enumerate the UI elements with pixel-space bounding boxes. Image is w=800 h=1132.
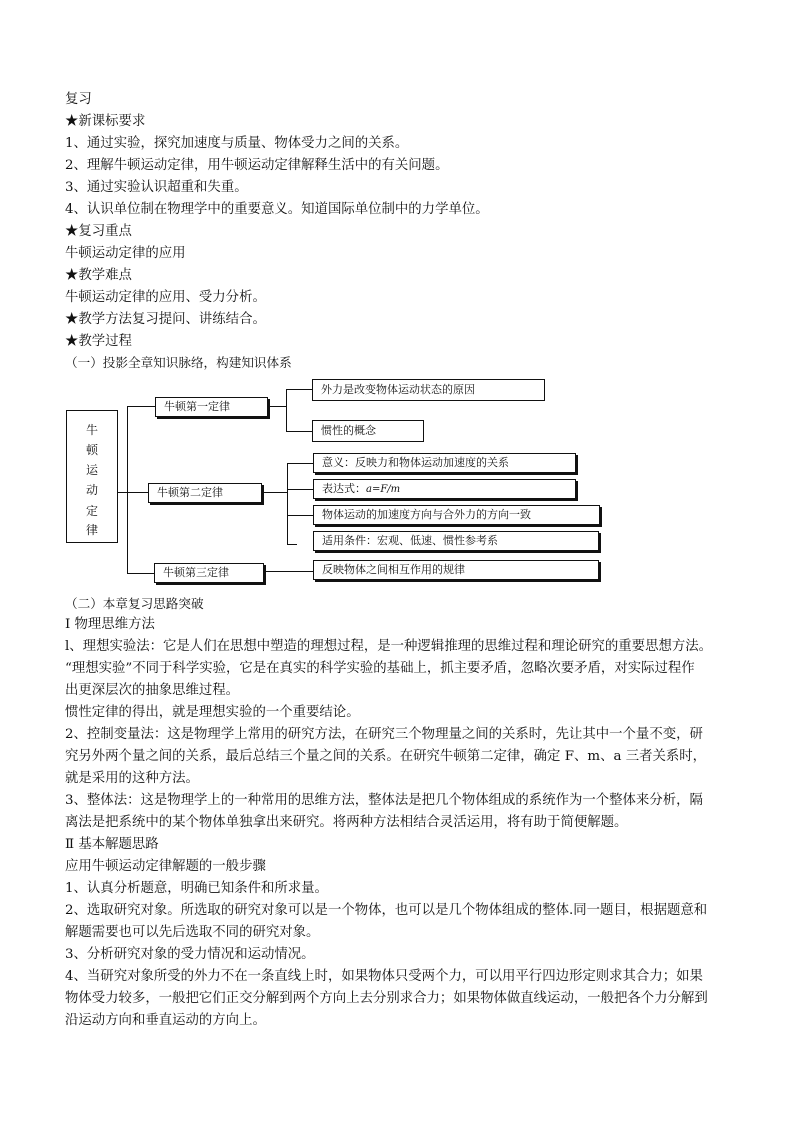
connector-line xyxy=(127,406,155,407)
paragraph-line: 究另外两个量之间的关系，最后总结三个量之间的关系。在研究牛顿第二定律，确定 F、m、a 三者关系时， xyxy=(65,749,707,764)
law2-box: 牛顿第二定律 xyxy=(148,483,262,503)
list-item: 4、认识单位制在物理学中的重要意义。知道国际单位制中的力学单位。 xyxy=(65,202,489,217)
law1-point-box: 惯性的概念 xyxy=(312,420,424,442)
section-heading: ★新课标要求 xyxy=(65,114,146,129)
paragraph-line: l、理想实验法：它是人们在思想中塑造的理想过程，是一种逻辑推理的思维过程和理论研究的重要思想方法。 xyxy=(65,639,713,654)
connector-line xyxy=(127,406,128,574)
section-heading: ★教学过程 xyxy=(65,334,132,349)
diagram-root-box xyxy=(66,410,118,543)
sub-heading: Ⅰ 物理思维方法 xyxy=(65,617,155,632)
root-char: 牛 xyxy=(86,423,99,437)
paragraph: 牛顿运动定律的应用 xyxy=(65,246,186,261)
law2-point-box xyxy=(313,479,576,499)
root-char: 律 xyxy=(86,523,99,537)
law3-box: 牛顿第三定律 xyxy=(154,563,264,583)
formula: a=F/m xyxy=(366,484,401,495)
connector-line xyxy=(262,492,287,493)
connector-line xyxy=(286,389,287,431)
law1-point-box: 外力是改变物体运动状态的原因 xyxy=(312,379,545,401)
root-char: 定 xyxy=(86,504,99,518)
law1-box: 牛顿第一定律 xyxy=(155,397,268,417)
connector-line xyxy=(287,515,313,516)
paragraph-line: 2、控制变量法：这是物理学上常用的研究方法，在研究三个物理量之间的关系时，先让其中一个量不变，研 xyxy=(65,727,703,742)
connector-line xyxy=(268,406,286,407)
connector-line xyxy=(127,492,148,493)
paragraph-line: 沿运动方向和垂直运动的方向上。 xyxy=(65,1013,266,1028)
law2-point-box: 适用条件：宏观、低速、惯性参考系 xyxy=(313,531,599,551)
sub-heading: Ⅱ 基本解题思路 xyxy=(65,837,159,852)
connector-line xyxy=(287,489,313,490)
root-char: 运 xyxy=(86,463,99,477)
title: 复习 xyxy=(65,92,92,107)
paragraph-line: 就是采用的这种方法。 xyxy=(65,771,199,786)
law3-point-box: 反映物体之间相互作用的规律 xyxy=(313,560,599,580)
paragraph-line: 离法是把系统中的某个物体单独拿出来研究。将两种方法相结合灵活运用，将有助于简便解题。 xyxy=(65,815,628,830)
paragraph-line: 出更深层次的抽象思维过程。 xyxy=(65,683,240,698)
section-heading: ★复习重点 xyxy=(65,224,132,239)
root-char: 顿 xyxy=(86,443,99,457)
section-heading: ★教学方法复习提问、讲练结合。 xyxy=(65,312,266,327)
law2-point-box: 物体运动的加速度方向与合外力的方向一致 xyxy=(313,505,600,525)
list-item: 2、选取研究对象。所选取的研究对象可以是一个物体，也可以是几个物体组成的整体.同一题目，根据题意和 xyxy=(65,903,708,918)
law2-point-box: 意义：反映力和物体运动加速度的关系 xyxy=(313,453,576,473)
list-item: 1、认真分析题意，明确已知条件和所求量。 xyxy=(65,881,328,896)
paragraph: 牛顿运动定律的应用、受力分析。 xyxy=(65,290,266,305)
list-item: 4、当研究对象所受的外力不在一条直线上时，如果物体只受两个力，可以用平行四边形定则求其合力；如果 xyxy=(65,969,703,984)
part-heading: （二）本章复习思路突破 xyxy=(65,596,204,611)
part-heading: （一）投影全章知识脉络，构建知识体系 xyxy=(65,355,292,370)
connector-line xyxy=(127,573,154,574)
paragraph-line: 惯性定律的得出，就是理想实验的一个重要结论。 xyxy=(65,705,360,720)
connector-line xyxy=(264,571,313,572)
section-heading: ★教学难点 xyxy=(65,268,132,283)
paragraph-line: 物体受力较多，一般把它们正交分解到两个方向上去分别求合力；如果物体做直线运动，一般把各个力分解到 xyxy=(65,991,708,1006)
connector-line xyxy=(286,431,312,432)
connector-line xyxy=(287,463,313,464)
list-item: 1、通过实验，探究加速度与质量、物体受力之间的关系。 xyxy=(65,136,409,151)
formula-label: 表达式： xyxy=(322,482,366,495)
connector-line xyxy=(287,463,288,544)
list-item: 3、分析研究对象的受力情况和运动情况。 xyxy=(65,947,315,962)
connector-line xyxy=(287,544,297,545)
list-item: 3、通过实验认识超重和失重。 xyxy=(65,180,248,195)
connector-line xyxy=(286,389,312,390)
root-char: 动 xyxy=(86,483,99,497)
paragraph-line: “理想实验”不同于科学实验，它是在真实的科学实验的基础上，抓主要矛盾，忽略次要矛盾，对实际过程作 xyxy=(65,661,695,676)
list-item: 2、理解牛顿运动定律，用牛顿运动定律解释生活中的有关问题。 xyxy=(65,158,449,173)
paragraph-line: 3、整体法：这是物理学上的一种常用的思维方法，整体法是把几个物体组成的系统作为一个整体来分析，隔 xyxy=(65,793,703,808)
paragraph-line: 解题需要也可以先后选取不同的研究对象。 xyxy=(65,925,320,940)
paragraph-line: 应用牛顿运动定律解题的一般步骤 xyxy=(65,859,266,874)
